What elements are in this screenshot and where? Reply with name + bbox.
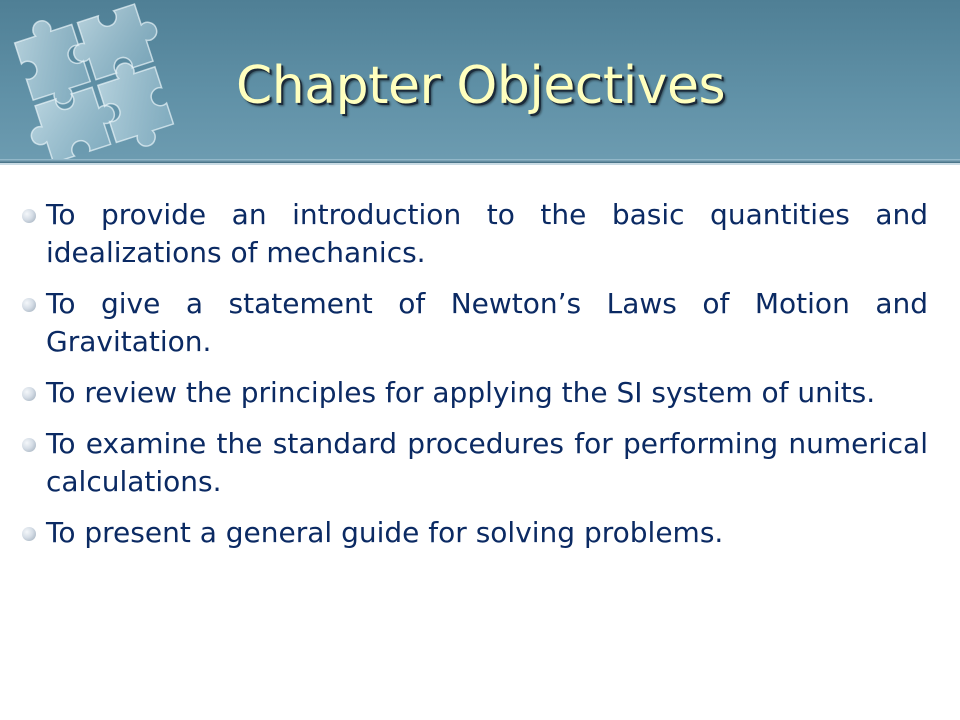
bullet-icon (22, 387, 36, 401)
list-item-text: To present a general guide for solving problems. (46, 516, 724, 549)
list-item (0, 196, 928, 272)
bullet-icon (22, 209, 36, 223)
puzzle-pieces-icon (0, 0, 190, 160)
bullet-icon (22, 527, 36, 541)
header-divider-highlight (0, 163, 960, 165)
slide-title: Chapter Objectives (236, 56, 726, 116)
list-item-text: To examine the standard procedures for performing numerical calculations. (46, 427, 928, 498)
objectives-list (0, 196, 960, 565)
list-item-text: To review the principles for applying the SI system of units. (46, 376, 876, 409)
list-item (0, 514, 928, 552)
list-item-text: To provide an introduction to the basic quantities and idealizations of mechanics. (46, 198, 928, 269)
bullet-icon (22, 298, 36, 312)
list-item (0, 425, 928, 501)
slide-header (0, 0, 960, 163)
list-item-text: To give a statement of Newton’s Laws of Motion and Gravitation. (46, 287, 928, 358)
bullet-icon (22, 438, 36, 452)
list-item (0, 374, 928, 412)
list-item (0, 285, 928, 361)
